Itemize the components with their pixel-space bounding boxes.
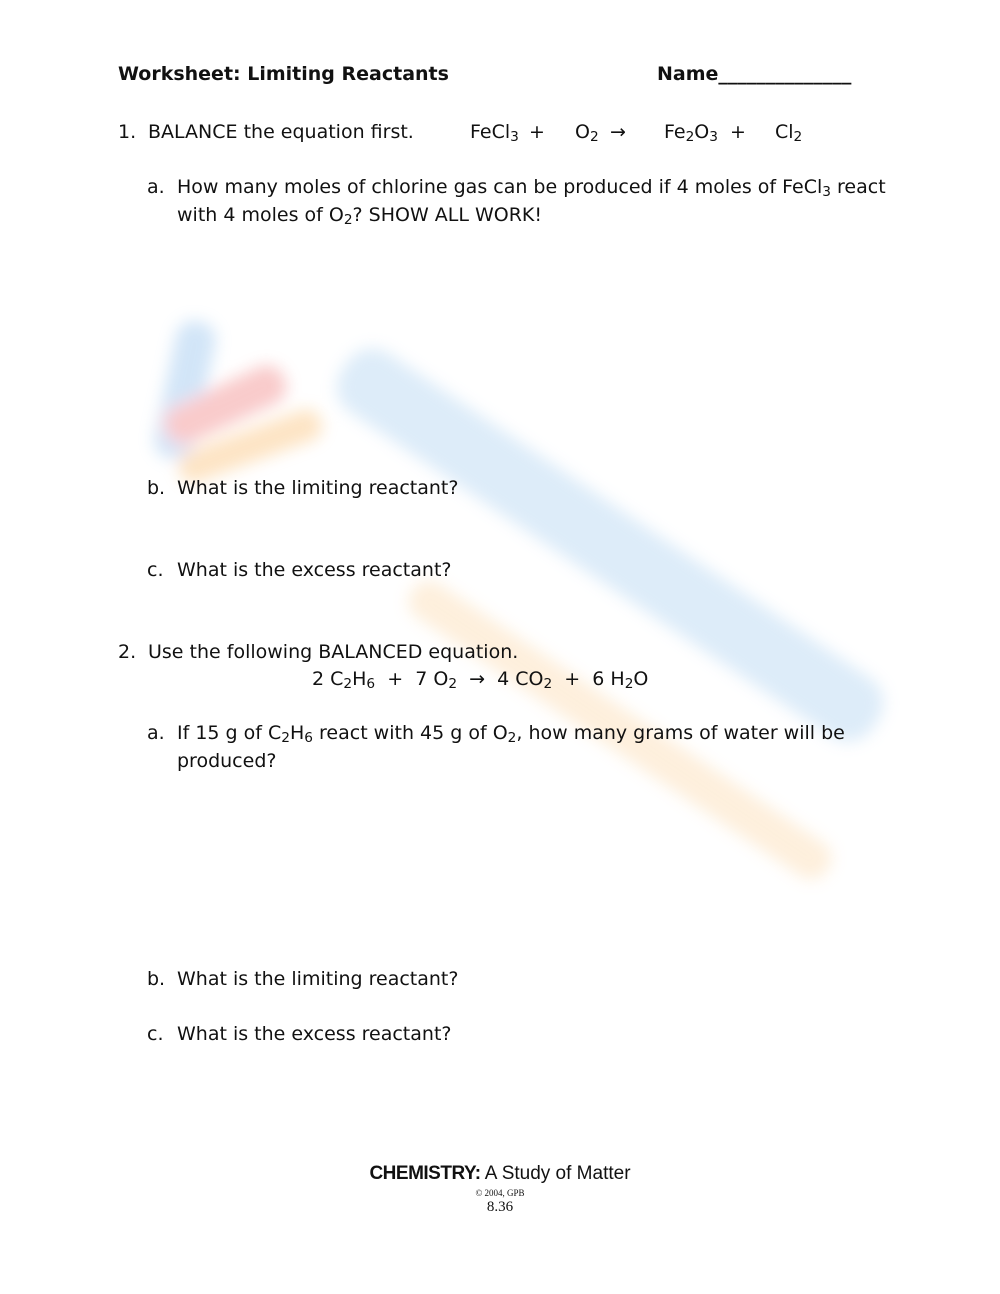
q2a-text-line2: produced? <box>177 750 277 772</box>
q1c-letter: c. <box>147 559 164 581</box>
name-field-label: Name______________ <box>657 63 852 85</box>
footer-copyright: © 2004, GPB <box>475 1188 525 1198</box>
q1-plus-sign-2: + <box>730 121 746 143</box>
q2c-letter: c. <box>147 1023 164 1045</box>
q2a-letter: a. <box>147 722 165 744</box>
q2-balanced-equation: 2 $C_2H_6 + 7$ $O_2 \to 4$ $CO_2 + 6$ $H_2O$ <box>312 668 649 692</box>
worksheet-title: Worksheet: Limiting Reactants <box>118 63 449 85</box>
page-number: 8.36 <box>486 1199 514 1215</box>
q1-reactant-o2: $O_2$ <box>575 121 599 145</box>
question-2-number: 2. <box>118 641 137 663</box>
q2a-text-line1: If 15 g of $C_2H_6$ react with 45 g of $O_2$, how many grams of water will be <box>177 722 845 746</box>
reaction-arrow-icon: → <box>610 121 626 143</box>
question-2-prompt: Use the following BALANCED equation. <box>148 641 519 663</box>
question-1-number: 1. <box>118 121 137 143</box>
q1c-text: What is the excess reactant? <box>177 559 452 581</box>
q2b-letter: b. <box>147 968 166 990</box>
q1-plus-sign: + <box>529 121 545 143</box>
q1-product-cl2: $Cl_2$ <box>775 121 803 145</box>
q2c-text: What is the excess reactant? <box>177 1023 452 1045</box>
question-1-prompt: BALANCE the equation first. <box>148 121 414 143</box>
q1-reactant-fecl3: FeCl$_3$ <box>470 121 519 145</box>
footer-book-title: CHEMISTRY: A Study of Matter <box>369 1163 631 1184</box>
q1b-text: What is the limiting reactant? <box>177 477 459 499</box>
q1-product-fe2o3: $Fe_2O_3$ <box>664 121 718 145</box>
q1a-text-line2: with 4 moles of $O_2$? SHOW ALL WORK! <box>177 204 543 228</box>
q1a-letter: a. <box>147 176 165 198</box>
q2b-text: What is the limiting reactant? <box>177 968 459 990</box>
q1a-text-line1: How many moles of chlorine gas can be produced if 4 moles of FeCl$_3$ react <box>177 176 886 200</box>
reaction-arrow-icon-2: → <box>469 668 486 690</box>
q1b-letter: b. <box>147 477 166 499</box>
